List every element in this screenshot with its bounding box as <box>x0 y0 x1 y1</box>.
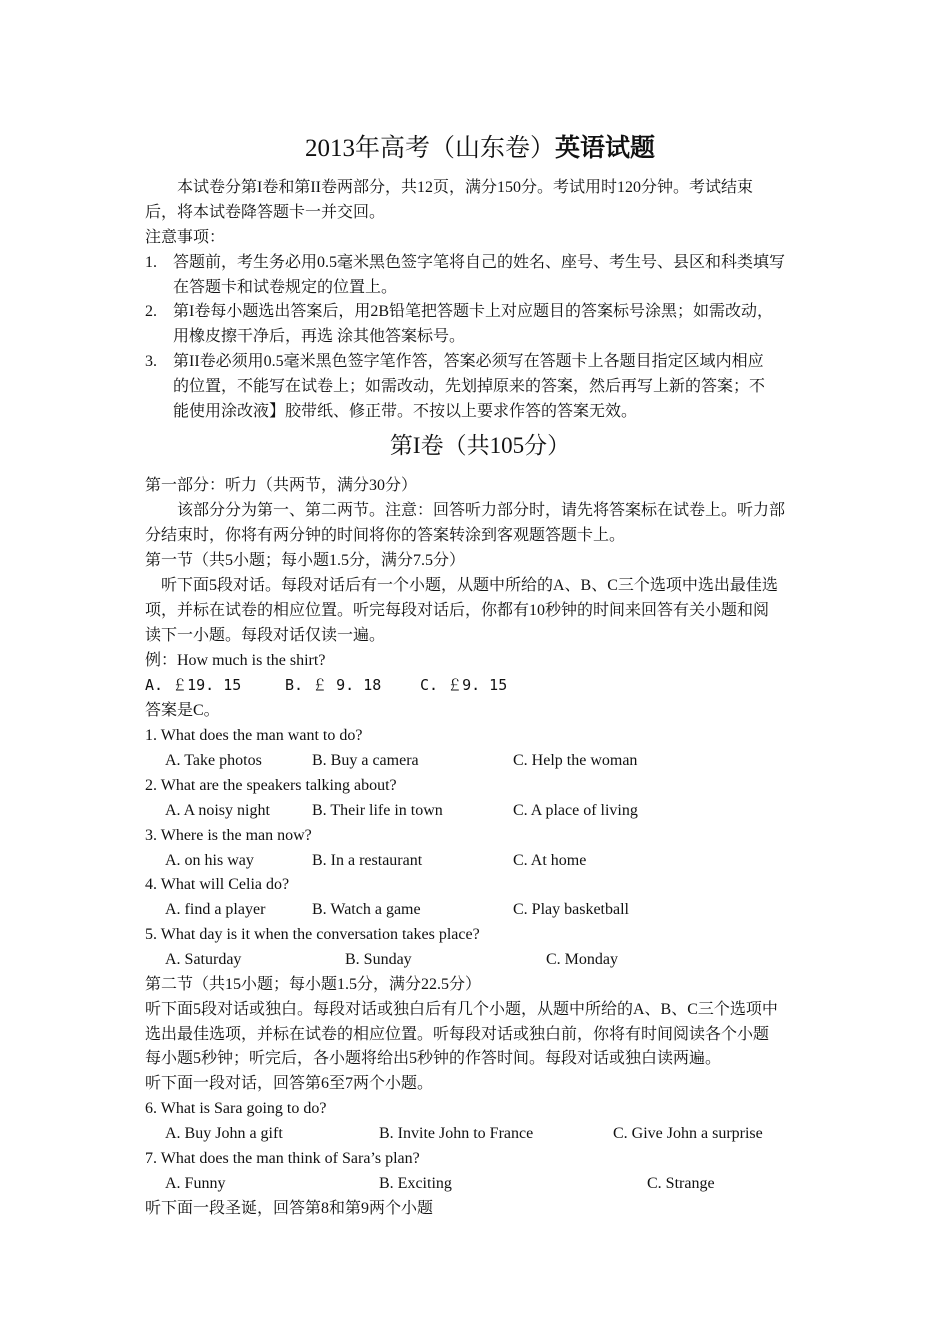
question-3: 3. Where is the man now? <box>145 827 312 844</box>
section-1-desc-2: 项，并标在试卷的相应位置。听完每段对话后，你都有10秒钟的时间来回答有关小题和阅 <box>145 602 770 619</box>
notice-3-line-1: 第II卷必须用0.5毫米黑色签字笔作答，答案必须写在答题卡上各题目指定区域内相应 <box>173 353 764 370</box>
notice-3-line-3: 能使用涂改液】胶带纸、修正带。不按以上要求作答的答案无效。 <box>173 403 638 420</box>
question-1-option-a: A. Take photos <box>165 752 262 769</box>
example-answer: 答案是C。 <box>145 702 220 719</box>
question-2: 2. What are the speakers talking about? <box>145 777 397 794</box>
section-1-heading: 第一节（共5小题；每小题1.5分，满分7.5分） <box>145 552 466 569</box>
question-4-option-a: A. find a player <box>165 901 266 918</box>
notice-3-line-2: 的位置，不能写在试卷上；如需改动，先划掉原来的答案，然后再写上新的答案；不 <box>173 378 766 395</box>
part-1-desc-2: 分结束时，你将有两分钟的时间将你的答案转涂到客观题答题卡上。 <box>145 527 626 544</box>
section-2-desc-1: 听下面5段对话或独白。每段对话或独白后有几个小题，从题中所给的A、B、C三个选项中 <box>145 1001 778 1018</box>
example-option-b: B. ￡ 9. 18 <box>285 676 382 694</box>
section-2-desc-2: 选出最佳选项，并标在试卷的相应位置。听每段对话或独白前，你将有时间阅读各个小题 <box>145 1026 770 1043</box>
question-2-option-c: C. A place of living <box>513 802 638 819</box>
question-5-option-a: A. Saturday <box>165 951 242 968</box>
section-2-desc-3: 每小题5秒钟；听完后，各小题将给出5秒钟的作答时间。每段对话或独白读两遍。 <box>145 1050 722 1067</box>
intro-line-1: 本试卷分第I卷和第II卷两部分，共12页，满分150分。考试用时120分钟。考试结束 <box>177 179 753 196</box>
notice-3-num: 3. <box>145 353 157 370</box>
intro-line-2: 后，将本试卷降答题卡一并交回。 <box>145 204 386 221</box>
question-2-option-b: B. Their life in town <box>312 802 443 819</box>
question-4-option-c: C. Play basketball <box>513 901 629 918</box>
page-title <box>145 132 815 166</box>
question-1-option-c: C. Help the woman <box>513 752 638 769</box>
notice-1-line-1: 答题前，考生务必用0.5毫米黑色签字笔将自己的姓名、座号、考生号、县区和科类填写 <box>173 254 786 271</box>
example-question: 例：How much is the shirt? <box>145 652 326 669</box>
question-4: 4. What will Celia do? <box>145 876 290 893</box>
example-option-c: C. ￡9. 15 <box>420 676 508 694</box>
question-6-option-a: A. Buy John a gift <box>165 1125 283 1142</box>
question-3-option-c: C. At home <box>513 852 587 869</box>
notice-2-line-1: 第I卷每小题选出答案后，用2B铅笔把答题卡上对应题目的答案标号涂黑；如需改动， <box>173 303 774 320</box>
question-4-option-b: B. Watch a game <box>312 901 421 918</box>
question-6-option-b: B. Invite John to France <box>379 1125 534 1142</box>
question-7-option-c: C. Strange <box>647 1175 715 1192</box>
question-5: 5. What day is it when the conversation takes place? <box>145 926 480 943</box>
section-1-desc-3: 读下一小题。每段对话仅读一遍。 <box>145 627 386 644</box>
question-7-option-b: B. Exciting <box>379 1175 452 1192</box>
title-plain: 2013年高考（山东卷） <box>304 135 555 162</box>
question-3-option-a: A. on his way <box>165 852 254 869</box>
question-2-option-a: A. A noisy night <box>165 802 270 819</box>
dialog-6-intro: 听下面一段对话，回答第6至7两个小题。 <box>145 1075 434 1092</box>
notice-1-num: 1. <box>145 254 157 271</box>
question-1-option-b: B. Buy a camera <box>312 752 419 769</box>
question-5-option-c: C. Monday <box>546 951 618 968</box>
question-6: 6. What is Sara going to do? <box>145 1100 327 1117</box>
part-1-desc-1: 该部分分为第一、第二两节。注意：回答听力部分时，请先将答案标在试卷上。听力部 <box>177 502 786 519</box>
question-1: 1. What does the man want to do? <box>145 727 363 744</box>
dialog-8-intro: 听下面一段圣诞，回答第8和第9两个小题 <box>145 1200 434 1217</box>
notice-label: 注意事项： <box>145 229 226 246</box>
question-3-option-b: B. In a restaurant <box>312 852 423 869</box>
question-6-option-c: C. Give John a surprise <box>613 1125 763 1142</box>
example-option-a: A. ￡19. 15 <box>145 676 242 694</box>
notice-2-num: 2. <box>145 303 157 320</box>
title-bold: 英语试题 <box>555 135 656 162</box>
question-7-option-a: A. Funny <box>165 1175 226 1192</box>
question-5-option-b: B. Sunday <box>345 951 412 968</box>
question-7: 7. What does the man think of Sara’s plan? <box>145 1150 420 1167</box>
section-1-desc-1: 听下面5段对话。每段对话后有一个小题，从题中所给的A、B、C三个选项中选出最佳选 <box>161 577 778 594</box>
section-2-heading: 第二节（共15小题；每小题1.5分，满分22.5分） <box>145 976 482 993</box>
notice-1-line-2: 在答题卡和试卷规定的位置上。 <box>173 279 398 296</box>
section-1-title: 第I卷（共105分） <box>389 433 571 458</box>
notice-2-line-2: 用橡皮擦干净后，再选 涂其他答案标号。 <box>173 328 466 345</box>
part-1-heading: 第一部分：听力（共两节，满分30分） <box>145 477 418 494</box>
